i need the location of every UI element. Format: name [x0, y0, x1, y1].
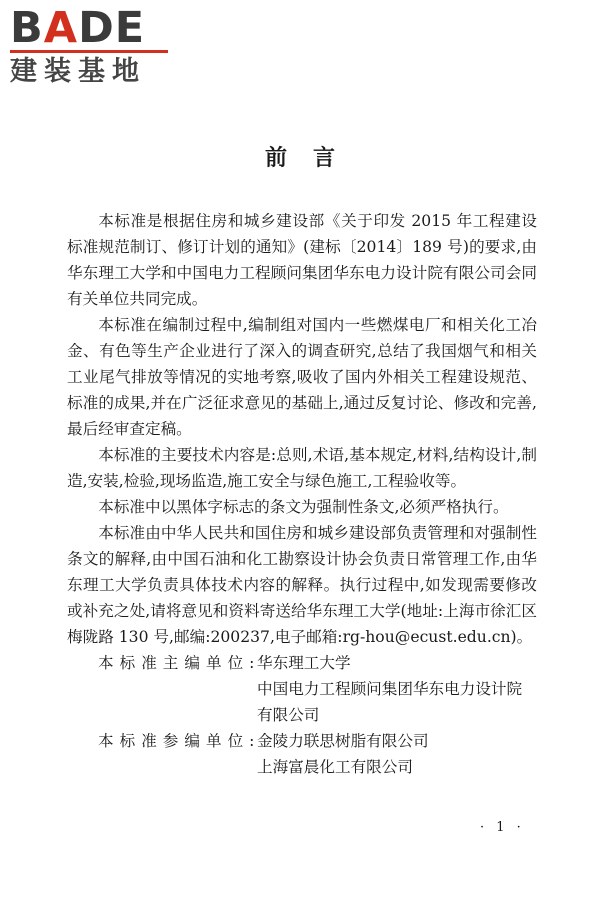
participating-unit: 金陵力联思树脂有限公司: [257, 732, 429, 750]
paragraph: 本标准是根据住房和城乡建设部《关于印发 2015 年工程建设标准规范制订、修订计划的通知》(建标〔2014〕189 号)的要求,由华东理工大学和中国电力工程顾问集团华东电力设计院有限公司会同有关单位共同完成。: [67, 212, 537, 308]
logo-subtitle: 建装基地: [10, 56, 146, 87]
participating-units-label: 本标准参编单位:: [98, 732, 261, 750]
bade-logo: [10, 3, 172, 87]
paragraph: 本标准由中华人民共和国住房和城乡建设部负责管理和对强制性条文的解释,由中国石油和化工勘察设计协会负责日常管理工作,由华东理工大学负责具体技术内容的解释。执行过程中,如发现需要修改或补充之处,请将意见和资料寄送给华东理工大学(地址:上海市徐汇区梅陇路 130 号,邮编:200237,电子邮箱:rg-hou@ecust.edu.cn)。: [67, 524, 537, 646]
participating-units-list: [257, 728, 537, 780]
chief-unit: 中国电力工程顾问集团华东电力设计院有限公司: [257, 680, 523, 724]
paragraph: 本标准中以黑体字标志的条文为强制性条文,必须严格执行。: [98, 498, 509, 516]
page-title: 前言: [264, 146, 361, 171]
paragraph: 本标准的主要技术内容是:总则,术语,基本规定,材料,结构设计,制造,安装,检验,现场监造,施工安全与绿色施工,工程验收等。: [67, 446, 537, 490]
page-number: · 1 ·: [480, 820, 525, 835]
logo-wordmark: BADE: [10, 3, 146, 53]
preface-body: [67, 208, 537, 780]
paragraph: 本标准在编制过程中,编制组对国内一些燃煤电厂和相关化工冶金、有色等生产企业进行了深入的调查研究,总结了我国烟气和相关工业尾气排放等情况的实地考察,吸收了国内外相关工程建设规范、标准的成果,并在广泛征求意见的基础上,通过反复讨论、修改和完善,最后经审查定稿。: [67, 316, 537, 438]
chief-units-row: [67, 650, 537, 728]
participating-units-row: [67, 728, 537, 780]
chief-units-label: 本标准主编单位:: [98, 654, 261, 672]
chief-unit: 华东理工大学: [257, 654, 351, 672]
participating-unit: 上海富晨化工有限公司: [257, 758, 413, 776]
chief-units-list: [257, 650, 537, 728]
